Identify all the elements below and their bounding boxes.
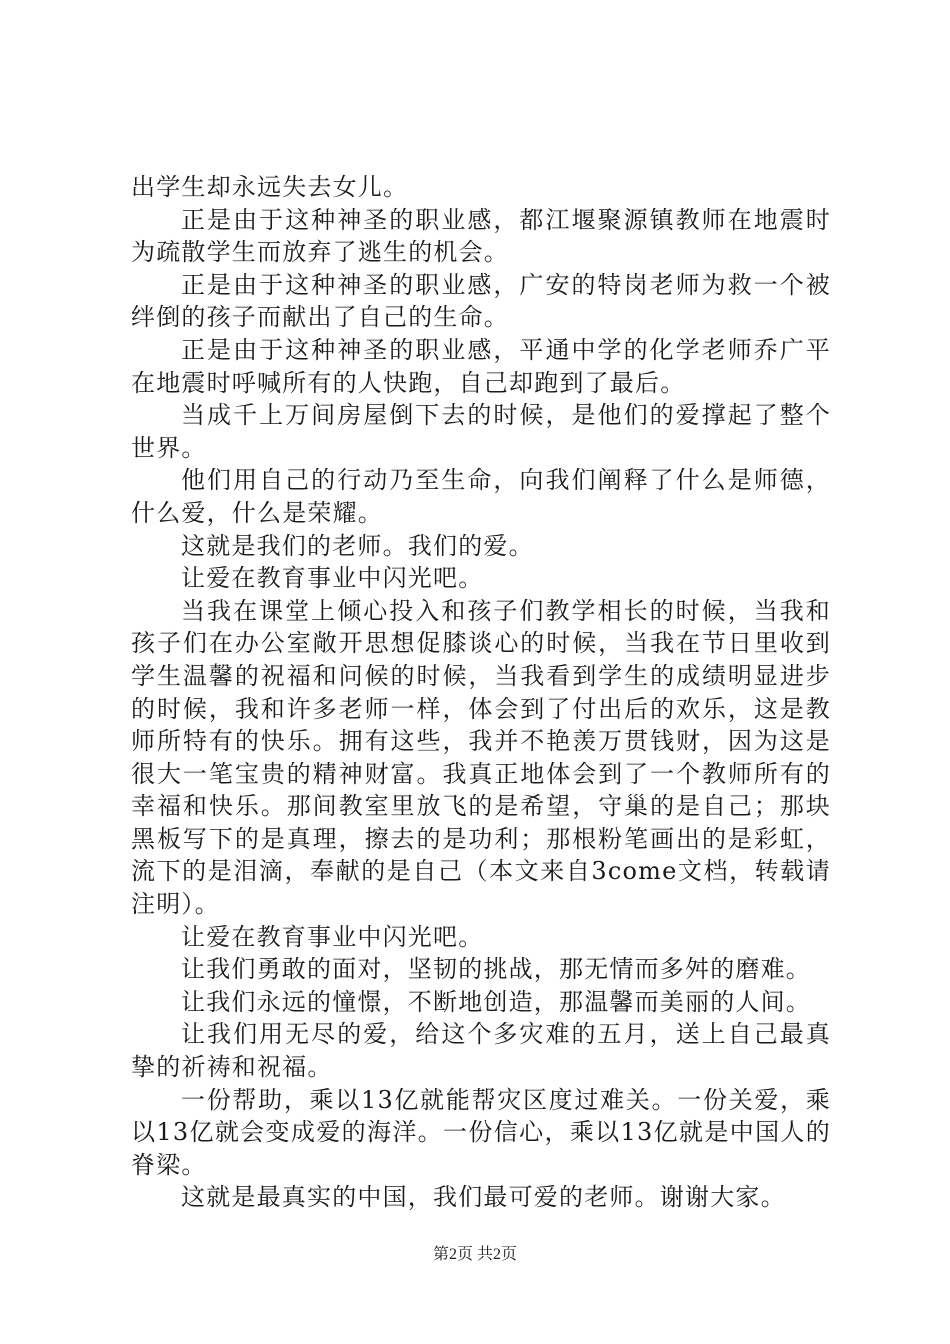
paragraph: 让我们勇敢的面对，坚韧的挑战，那无情而多舛的磨难。 (181, 955, 811, 984)
paragraph: 让我们用无尽的爱，给这个多灾难的五月，送上自己最真挚的祈祷和祝福。 (131, 1020, 831, 1082)
paragraph: 正是由于这种神圣的职业感，广安的特岗老师为救一个被绊倒的孩子而献出了自己的生命。 (131, 270, 831, 332)
paragraph: 让我们永远的憧憬，不断地创造，那温馨而美丽的人间。 (181, 987, 811, 1016)
paragraph: 当成千上万间房屋倒下去的时候，是他们的爱撑起了整个世界。 (131, 401, 831, 462)
paragraph: 让爱在教育事业中闪光吧。 (181, 564, 484, 593)
paragraph: 正是由于这种神圣的职业感，平通中学的化学老师乔广平在地震时呼喊所有的人快跑，自己却跑到了最后。 (131, 335, 831, 397)
paragraph: 出学生却永远失去女儿。 (131, 173, 409, 201)
paragraph: 让爱在教育事业中闪光吧。 (181, 922, 484, 951)
paragraph: 一份帮助，乘以13亿就能帮灾区度过难关。一份关爱，乘以13亿就会变成爱的海洋。一份信心，乘以13亿就是中国人的脊梁。 (131, 1085, 831, 1179)
document-body (131, 171, 831, 1214)
paragraph: 这就是最真实的中国，我们最可爱的老师。谢谢大家。 (181, 1183, 786, 1212)
page-number-footer: 第2页 共2页 (432, 1246, 517, 1263)
paragraph: 这就是我们的老师。我们的爱。 (181, 531, 534, 560)
paragraph: 当我在课堂上倾心投入和孩子们教学相长的时候，当我和孩子们在办公室敞开思想促膝谈心的时候，当我在节日里收到学生温馨的祝福和问候的时候，当我看到学生的成绩明显进步的时候，我和许多老师一样，体会到了付出后的欢乐，这是教师所特有的快乐。拥有这些，我并不艳羡万贯钱财，因为这是很大一笔宝贵的精神财富。我真正地体会到了一个教师所有的幸福和快乐。那间教室里放飞的是希望，守巢的是自己；那块黑板写下的是真理，擦去的是功利；那根粉笔画出的是彩虹，流下的是泪滴，奉献的是自己（本文来自3come文档，转载请注明）。 (131, 596, 831, 919)
paragraph: 他们用自己的行动乃至生命，向我们阐释了什么是师德，什么爱，什么是荣耀。 (131, 466, 831, 527)
paragraph: 正是由于这种神圣的职业感，都江堰聚源镇教师在地震时为疏散学生而放弃了逃生的机会。 (131, 205, 831, 267)
